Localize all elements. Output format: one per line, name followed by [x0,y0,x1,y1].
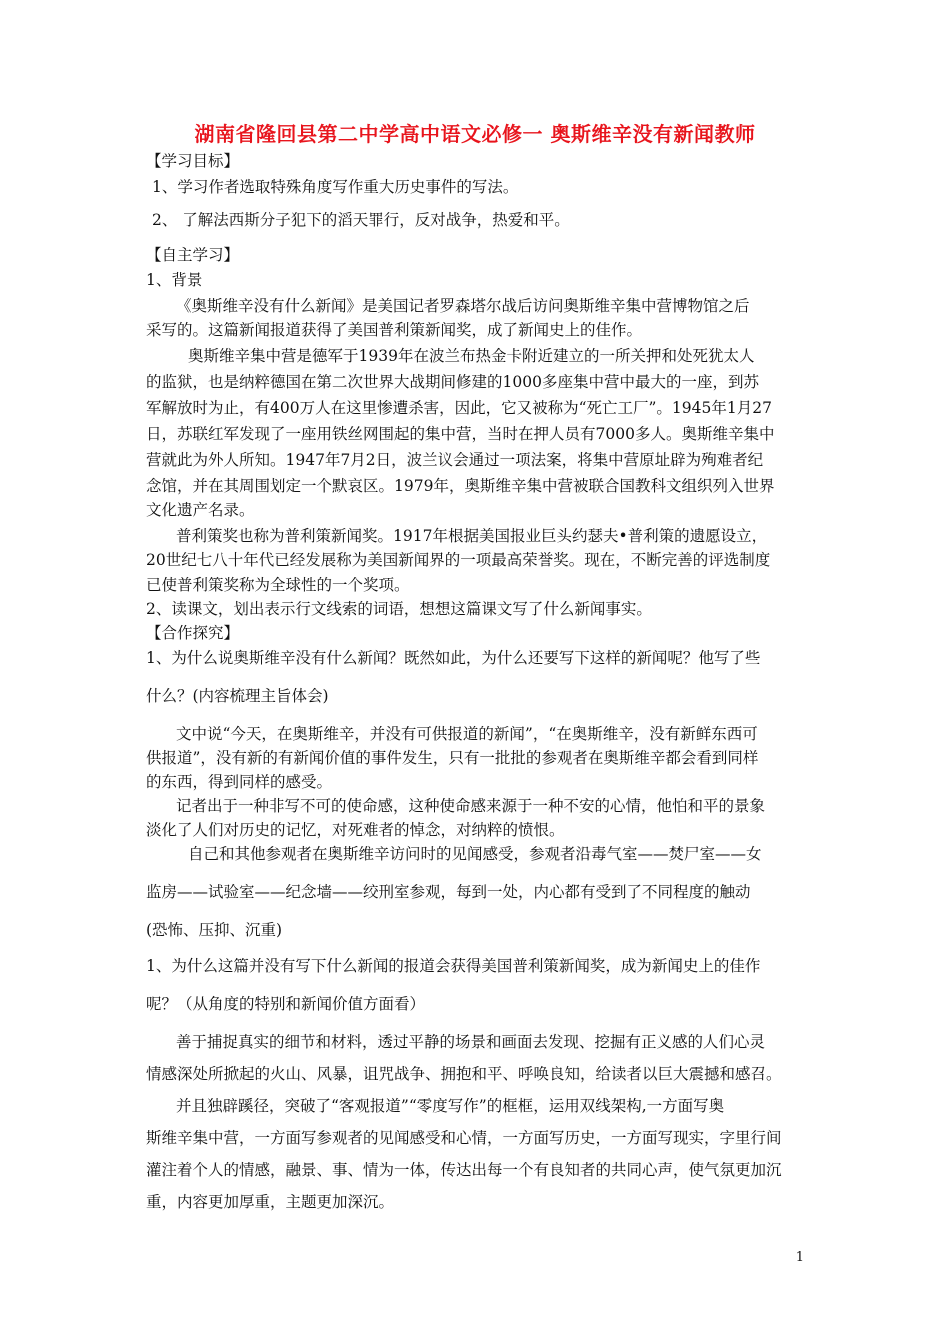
paragraph-line: 念馆，并在其周围划定一个默哀区。1979年，奥斯维辛集中营被联合国教科文组织列入世界 [146,477,775,495]
document-title: 湖南省隆回县第二中学高中语文必修一 奥斯维辛没有新闻教师 [194,122,756,146]
paragraph-line: 文化遗产名录。 [146,501,255,519]
paragraph-line: 情感深处所掀起的火山、风暴，诅咒战争、拥抱和平、呼唤良知，给读者以巨大震撼和感召。 [146,1065,782,1083]
paragraph-line: 普利策奖也称为普利策新闻奖。1917年根据美国报业巨头约瑟夫•普利策的遗愿设立， [176,527,768,545]
paragraph-line: 军解放时为止，有400万人在这里惨遭杀害，因此，它又被称为“死亡工厂”。1945年1月27 [146,399,772,417]
paragraph-line: 营就此为外人所知。1947年7月2日，波兰议会通过一项法案，将集中营原址辟为殉难者纪 [146,451,764,469]
paragraph-line: 斯维辛集中营，一方面写参观者的见闻感受和心情，一方面写历史，一方面写现实，字里行间 [146,1129,782,1147]
paragraph-line: 供报道”，没有新的有新闻价值的事件发生，只有一批批的参观者在奥斯维辛都会看到同样 [146,749,759,767]
paragraph-line: 重，内容更加厚重，主题更加深沉。 [146,1193,395,1211]
question-1: 1、为什么说奥斯维辛没有什么新闻？既然如此，为什么还要写下这样的新闻呢？他写了些 [146,649,761,667]
section-heading-cooperation: 【合作探究】 [146,624,240,642]
paragraph-line: 已使普利策奖称为全球性的一个奖项。 [146,576,410,594]
paragraph-line: 监房——试验室——纪念墙——绞刑室参观，每到一处，内心都有受到了不同程度的触动 [146,883,751,901]
subheading-background: 1、背景 [146,271,203,289]
paragraph-line: 奥斯维辛集中营是德军于1939年在波兰布热金卡附近建立的一所关押和处死犹太人 [188,347,755,365]
page-number: 1 [795,1250,804,1265]
paragraph-line: 的监狱，也是纳粹德国在第二次世界大战期间修建的1000多座集中营中最大的一座，到苏 [146,373,759,391]
paragraph-line: 灌注着个人的情感，融景、事、情为一体，传达出每一个有良知者的共同心声，使气氛更加沉 [146,1161,782,1179]
paragraph-line: 文中说“今天，在奥斯维辛，并没有可供报道的新闻”，“在奥斯维辛，没有新鲜东西可 [176,725,758,743]
paragraph-line: 20世纪七八十年代已经发展称为美国新闻界的一项最高荣誉奖。现在，不断完善的评选制度 [146,551,771,569]
paragraph-line: 善于捕捉真实的细节和材料，透过平静的场景和画面去发现、挖掘有正义感的人们心灵 [176,1033,766,1051]
paragraph-line: 《奥斯维辛没有什么新闻》是美国记者罗森塔尔战后访问奥斯维辛集中营博物馆之后 [176,297,750,315]
paragraph-line: 采写的。这篇新闻报道获得了美国普利策新闻奖，成了新闻史上的佳作。 [146,321,643,339]
paragraph-line: 并且独辟蹊径，突破了“客观报道”“零度写作”的框框，运用双线架构,一方面写奥 [176,1097,725,1115]
goal-item-2: 2、 了解法西斯分子犯下的滔天罪行，反对战争，热爱和平。 [152,211,570,229]
goal-item-1: 1、学习作者选取特殊角度写作重大历史事件的写法。 [152,178,519,196]
paragraph-line: 淡化了人们对历史的记忆，对死难者的悼念，对纳粹的愤恨。 [146,821,565,839]
question-1-cont: 什么？(内容梳理主旨体会) [146,687,329,705]
paragraph-line: 的东西，得到同样的感受。 [146,773,333,791]
paragraph-line: (恐怖、压抑、沉重) [146,921,283,939]
paragraph-line: 记者出于一种非写不可的使命感，这种使命感来源于一种不安的心情，他怕和平的景象 [176,797,766,815]
paragraph-line: 日，苏联红军发现了一座用铁丝网围起的集中营，当时在押人员有7000多人。奥斯维辛集中 [146,425,775,443]
question-2: 1、为什么这篇并没有写下什么新闻的报道会获得美国普利策新闻奖，成为新闻史上的佳作 [146,957,761,975]
section-heading-self-study: 【自主学习】 [146,246,240,264]
question-2-cont: 呢？（从角度的特别和新闻价值方面看） [146,995,426,1013]
section-heading-goals: 【学习目标】 [146,152,240,170]
reading-task: 2、读课文，划出表示行文线索的词语，想想这篇课文写了什么新闻事实。 [146,600,652,618]
paragraph-line: 自己和其他参观者在奥斯维辛访问时的见闻感受，参观者沿毒气室——焚尸室——女 [188,845,762,863]
